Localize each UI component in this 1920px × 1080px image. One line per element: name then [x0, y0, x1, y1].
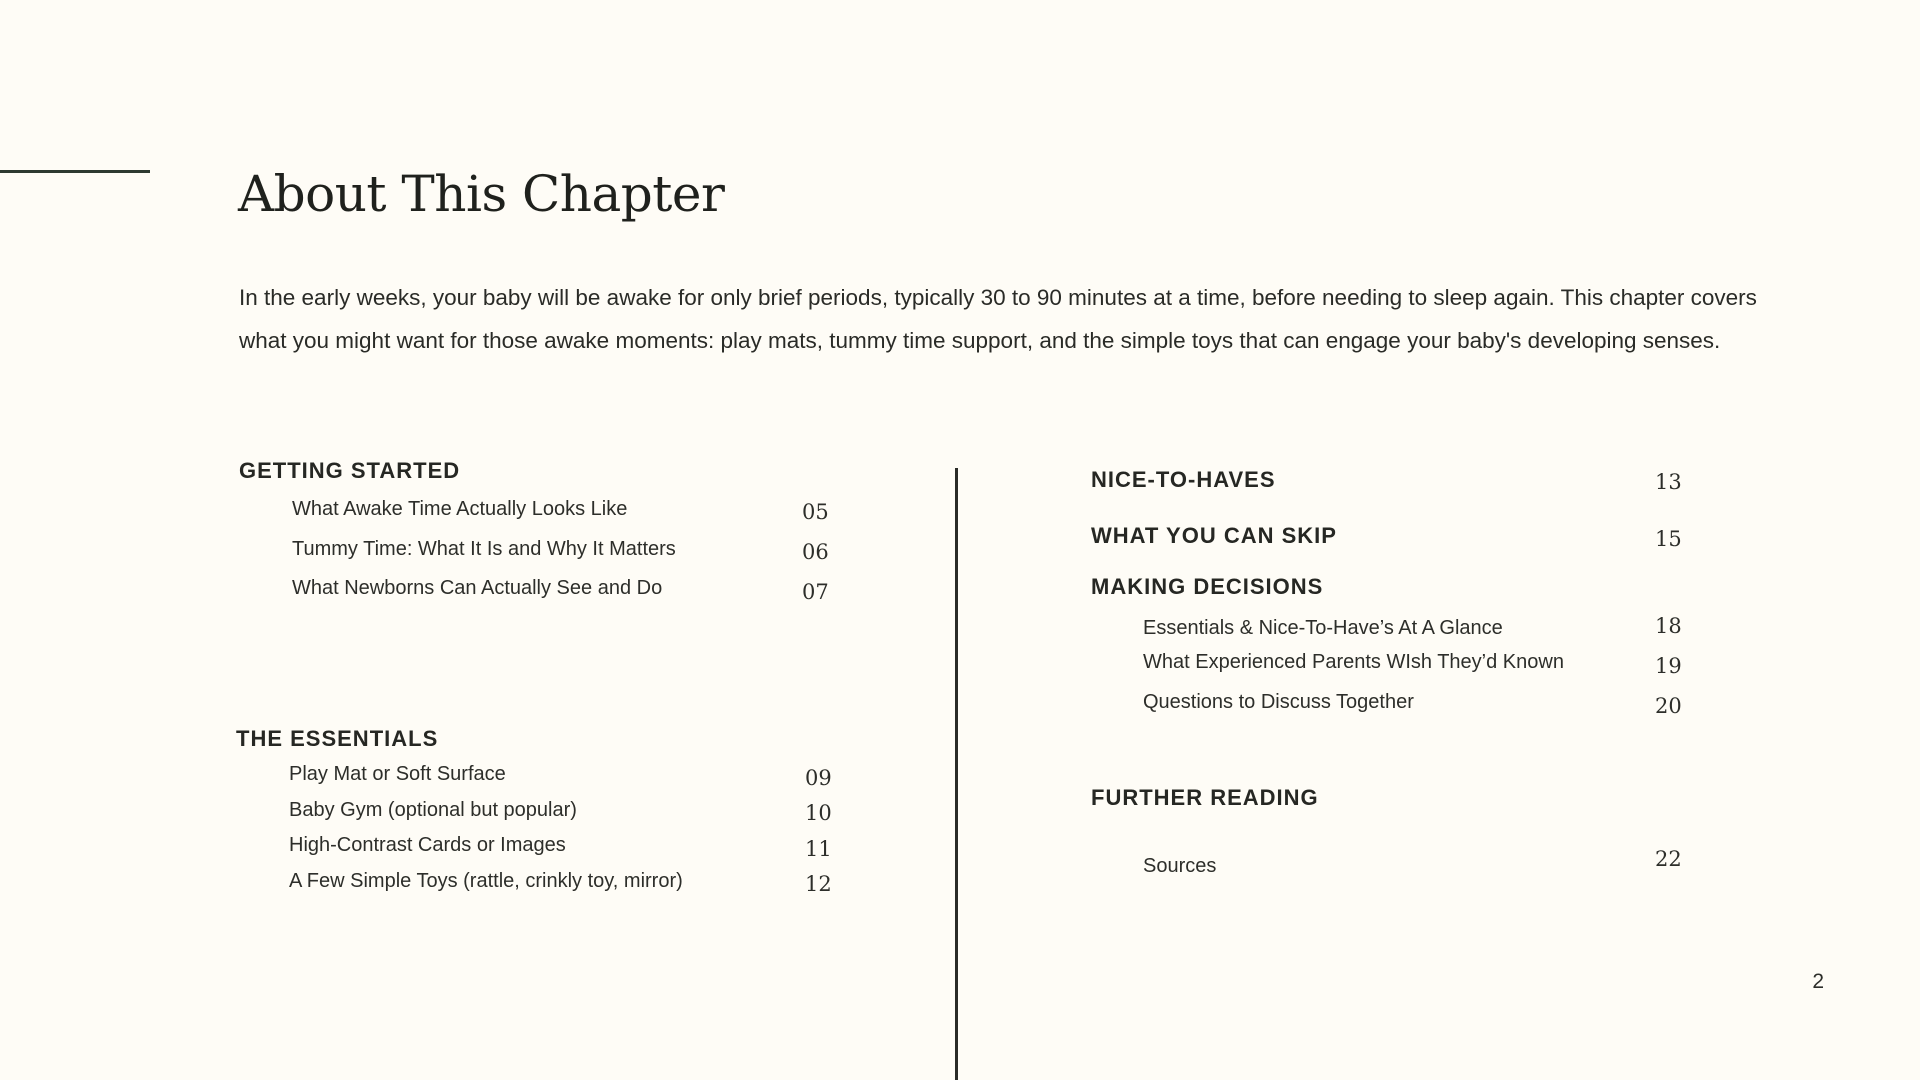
toc-page-number: 11 [805, 837, 832, 861]
accent-rule [0, 170, 150, 173]
toc-page-number: 22 [1655, 847, 1682, 871]
toc-entry: Baby Gym (optional but popular) [289, 799, 577, 821]
toc-entry: What Newborns Can Actually See and Do [292, 577, 663, 599]
toc-page-number: 05 [802, 500, 829, 524]
toc-entry: What Awake Time Actually Looks Like [292, 498, 628, 520]
toc-entry: High-Contrast Cards or Images [289, 834, 566, 856]
section-getting-started: GETTING STARTED [239, 458, 461, 483]
section-further-reading: FURTHER READING [1091, 785, 1319, 810]
toc-entry: Tummy Time: What It Is and Why It Matters [292, 538, 676, 560]
toc-page-number: 19 [1655, 654, 1682, 678]
column-divider [955, 468, 958, 1080]
toc-entry: Sources [1143, 855, 1217, 877]
toc-page-number: 18 [1655, 614, 1682, 638]
toc-entry: Essentials & Nice-To-Have’s At A Glance [1143, 617, 1503, 639]
toc-page-number: 13 [1655, 470, 1682, 494]
page-number: 2 [1812, 970, 1824, 993]
toc-entry: Play Mat or Soft Surface [289, 763, 506, 785]
intro-paragraph: In the early weeks, your baby will be awake for only brief periods, typically 30 to 90 minutes at a time, before needing to sleep again. This chapter covers what you might want for those awake moments: play mats, tummy time support, and the simple toys that can engage your baby's developing senses. [239, 285, 1757, 353]
toc-page-number: 09 [805, 766, 832, 790]
toc-page-number: 07 [802, 580, 829, 604]
toc-page-number: 12 [805, 872, 832, 896]
toc-page-number: 06 [802, 540, 829, 564]
toc-entry: A Few Simple Toys (rattle, crinkly toy, mirror) [289, 870, 683, 892]
toc-entry: Questions to Discuss Together [1143, 691, 1414, 713]
toc-page-number: 15 [1655, 527, 1682, 551]
toc-page-number: 20 [1655, 694, 1682, 718]
toc-page-number: 10 [805, 801, 832, 825]
page-title: About This Chapter [238, 165, 725, 223]
section-making-decisions: MAKING DECISIONS [1091, 574, 1324, 599]
toc-entry: What Experienced Parents WIsh They’d Known [1143, 651, 1564, 673]
section-nice-to-haves: NICE-TO-HAVES [1091, 467, 1276, 492]
section-the-essentials: THE ESSENTIALS [236, 726, 439, 751]
section-what-you-can-skip: WHAT YOU CAN SKIP [1091, 523, 1337, 548]
